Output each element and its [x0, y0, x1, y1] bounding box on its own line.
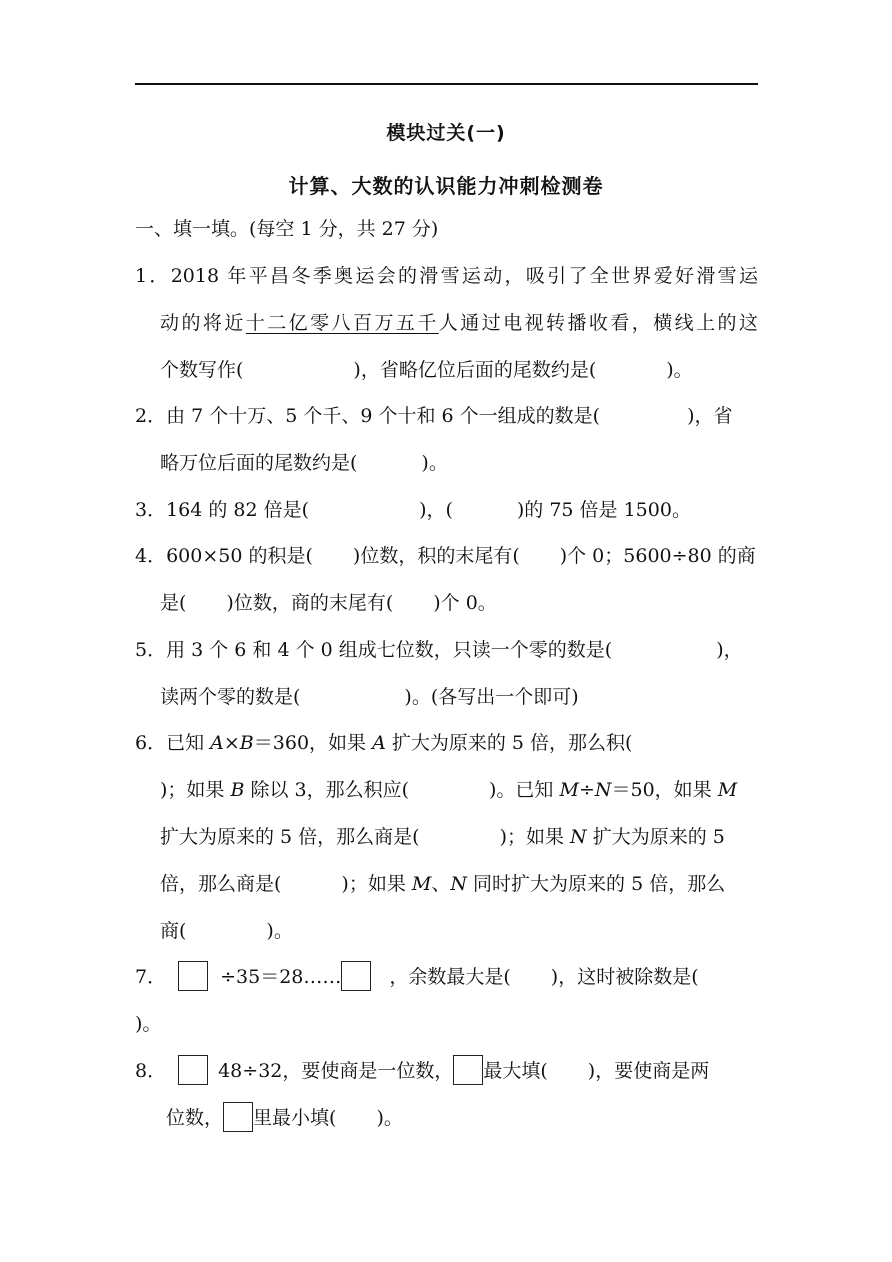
- q4-line1: 4．600×50 的积是( )位数，积的末尾有( )个 0；5600÷80 的商: [135, 545, 756, 567]
- q3-line: 3．164 的 82 倍是( )，( )的 75 倍是 1500。: [135, 499, 691, 521]
- digit-box-1[interactable]: [178, 1055, 208, 1085]
- underlined-number-text: 十二亿零八百万五千: [245, 312, 439, 334]
- digit-box-3[interactable]: [223, 1102, 253, 1132]
- q1-line2: 动的将近十二亿零八百万五千人通过电视转播收看，横线上的这: [160, 312, 758, 334]
- page-subtitle: 计算、大数的认识能力冲刺检测卷: [288, 174, 604, 198]
- section-heading: 一、填一填。(每空 1 分，共 27 分): [135, 218, 439, 240]
- q8-line1: 8． 48÷32，要使商是一位数， 最大填( )，要使商是两: [135, 1056, 758, 1086]
- q7-line1: 7． ÷35＝28…… ，余数最大是( )，这时被除数是(: [135, 962, 758, 992]
- q6-line5: 商( )。: [160, 920, 293, 942]
- q6-line2: )；如果 B 除以 3，那么积应( )。已知 M÷N＝50，如果 M: [160, 779, 738, 801]
- q8-line2: 位数， 里最小填( )。: [166, 1103, 758, 1133]
- q5-line2: 读两个零的数是( )。(各写出一个即可): [160, 686, 579, 708]
- q1-line1: 1．2018 年平昌冬季奥运会的滑雪运动，吸引了全世界爱好滑雪运: [135, 265, 758, 287]
- q1-line3: 个数写作( )，省略亿位后面的尾数约是( )。: [160, 359, 693, 381]
- q2-line2: 略万位后面的尾数约是( )。: [160, 452, 448, 474]
- q5-line1: 5．用 3 个 6 和 4 个 0 组成七位数，只读一个零的数是( )，: [135, 639, 743, 661]
- q4-line2: 是( )位数，商的末尾有( )个 0。: [160, 592, 497, 614]
- q7-line2: )。: [135, 1013, 162, 1035]
- q6-line1: 6．已知 A×B＝360，如果 A 扩大为原来的 5 倍，那么积(: [135, 732, 633, 754]
- q6-line3: 扩大为原来的 5 倍，那么商是( )；如果 N 扩大为原来的 5: [160, 826, 725, 848]
- q6-line4: 倍，那么商是( )；如果 M、N 同时扩大为原来的 5 倍，那么: [160, 873, 726, 895]
- q2-line1: 2．由 7 个十万、5 个千、9 个十和 6 个一组成的数是( )，省: [135, 405, 733, 427]
- remainder-box[interactable]: [341, 961, 371, 991]
- digit-box-2[interactable]: [453, 1055, 483, 1085]
- top-rule: [135, 83, 758, 85]
- page-title: 模块过关(一): [386, 122, 506, 144]
- dividend-box[interactable]: [178, 961, 208, 991]
